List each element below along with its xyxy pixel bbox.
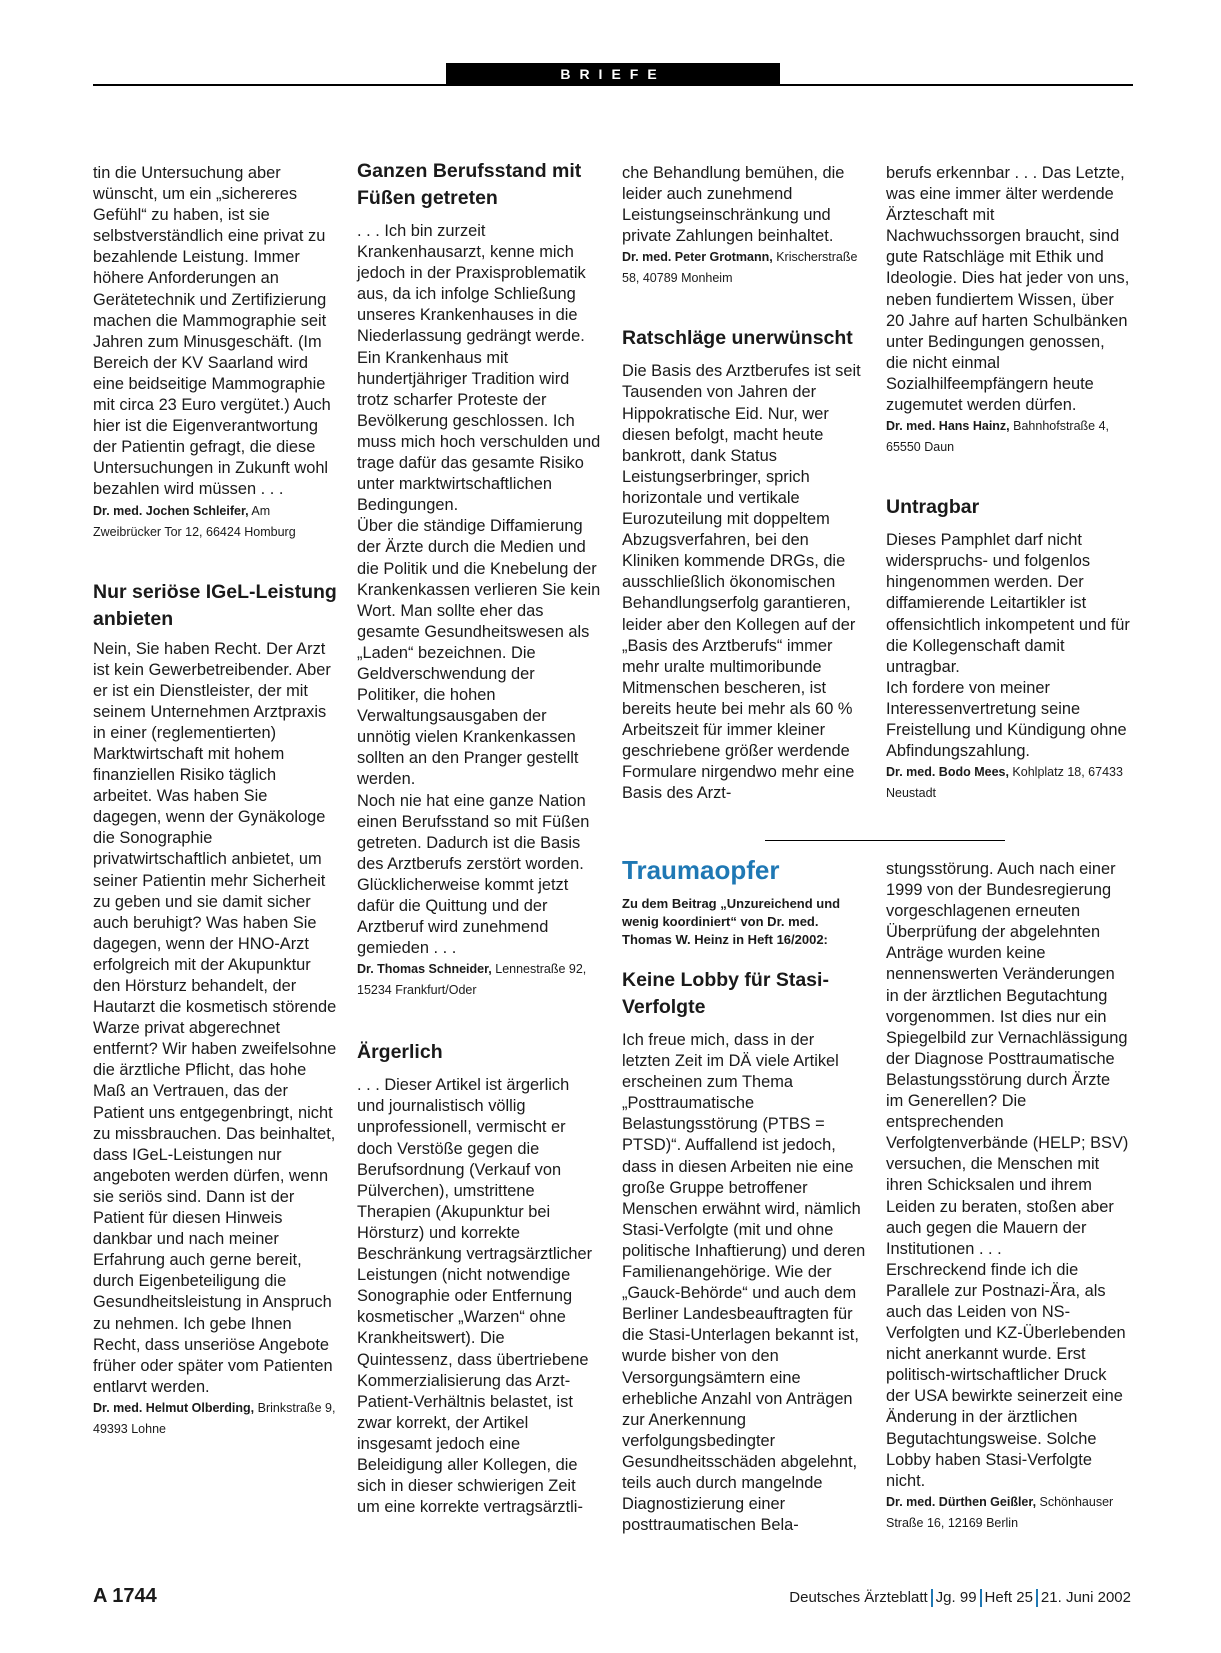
letter-heading: Ganzen Berufsstand mit Füßen getreten bbox=[357, 160, 582, 209]
journal-date: 21. Juni 2002 bbox=[1040, 1589, 1131, 1606]
letter-heading: Untragbar bbox=[886, 496, 980, 519]
letter-signature: Dr. med. Hans Hainz, Bahnhofstraße 4, 65550 Daun bbox=[886, 419, 1110, 455]
letter-signature: Dr. med. Peter Grotmann, Krischerstraße 58, 40789 Monheim bbox=[622, 250, 858, 286]
letter-body: Dieses Pamphlet darf nicht widerspruchs- und folgenlos hingenommen werden. Der diffamierende Leitartikler ist offensichtlich inkompetent und für die Kollegenschaft damit untragbar. bbox=[886, 531, 1130, 676]
letter-body: Ich freue mich, dass in der letzten Zeit im DÄ viele Artikel erscheinen zum Thema „Posttraumatische Belastungsstörung (PTBS = PTSD)“. Auffallend ist jedoch, dass in diesen Arbeiten nie eine große Gruppe betroffener Menschen erwähnt wird, nämlich Stasi-Verfolgte (mit und ohne politische Inhaftierung) und deren Familienangehörige. Wie der „Gauck-Behörde“ und auch dem Berliner Landesbeauftragten für die Stasi-Unterlagen bekannt ist, wurde bisher von den Versorgungsämtern eine erhebliche Anzahl von Anträgen zur Anerkennung verfolgungsbedingter Gesundheitsschäden abgelehnt, teils auch durch mangelnde Diagnostizierung einer posttraumatischen Bela- bbox=[622, 1031, 866, 1535]
letter-heading: Nur seriöse IGeL-Leistung anbieten bbox=[93, 580, 337, 630]
topic-intro: Zu dem Beitrag „Unzureichend und wenig koordiniert“ von Dr. med. Thomas W. Heinz in Heft 16/2002: bbox=[622, 896, 841, 947]
column-4 bbox=[886, 163, 1130, 804]
trauma-column-right bbox=[886, 859, 1130, 1534]
letter-body: . . . Ich bin zurzeit Krankenhausarzt, kenne mich jedoch in der Praxisproblematik aus, da ich infolge Schließung unseres Krankenhauses in die Niederlassung gedrängt werde. Ein Krankenhaus mit hundertjähriger Tradition wird trotz scharfer Proteste der Bevölkerung geschlossen. Ich muss mich hoch verschulden und trage dafür das gesamte Risiko unter marktwirtschaftlichen Bedingungen. bbox=[357, 222, 601, 515]
section-label: BRIEFE bbox=[446, 63, 780, 86]
column-1 bbox=[93, 163, 337, 1440]
column-2 bbox=[357, 158, 601, 1518]
letter-heading: Keine Lobby für Stasi-Verfolgte bbox=[622, 969, 829, 1018]
letter-heading: Ärgerlich bbox=[357, 1041, 443, 1064]
journal-issue: Heft 25 bbox=[984, 1589, 1033, 1606]
letter-signature: Dr. med. Bodo Mees, Kohlplatz 18, 67433 Neustadt bbox=[886, 765, 1123, 801]
letter-signature: Dr. Thomas Schneider, Lennestraße 92, 15234 Frankfurt/Oder bbox=[357, 962, 587, 998]
letter-body: . . . Dieser Artikel ist ärgerlich und journalistisch völlig unprofessionell, vermischt er doch Verstöße gegen die Berufsordnung (Verkauf von Pülverchen), umstrittene Therapien (Akupunktur bei Hörsturz) und korrekte Beschränkung vertragsärztlicher Leistungen (nicht notwendige Sonographie oder Entfernung kosmetischer „Warzen“ ohne Krankheitswert). Die Quintessenz, dass übertriebene Kommerzialisierung das Arzt-Patient-Verhältnis belastet, ist zwar korrekt, der Artikel insgesamt jedoch eine Beleidigung aller Kollegen, die sich in dieser schwierigen Zeit um eine korrekte vertragsärztli- bbox=[357, 1076, 593, 1517]
topic-heading: Traumaopfer bbox=[622, 855, 780, 885]
letter-body: stungsstörung. Auch nach einer 1999 von der Bundesregierung vorgeschlagenen erneuten Überprüfung der abgelehnten Anträge wurden keine nennenswerten Veränderungen in der ärztlichen Begutachtung vorgenommen. Ist dies nur ein Spiegelbild zur Vernachlässigung der Diagnose Posttraumatische Belastungsstörung durch Ärzte im Generellen? Die entsprechenden Verfolgtenverbände (HELP; BSV) versuchen, die Menschen mit ihren Schicksalen und ihrem Leiden zu beraten, stoßen aber auch gegen die Mauern der Institutionen . . . bbox=[886, 860, 1129, 1258]
column-3 bbox=[622, 163, 866, 804]
journal-name: Deutsches Ärzteblatt bbox=[789, 1589, 928, 1606]
letter-signature: Dr. med. Jochen Schleifer, Am Zweibrücker Tor 12, 66424 Homburg bbox=[93, 503, 296, 539]
page-number: A 1744 bbox=[93, 1585, 157, 1607]
letter-continuation: che Behandlung bemühen, die leider auch zunehmend Leistungseinschränkung und private Zahlungen beinhaltet. bbox=[622, 164, 845, 246]
letter-body: Noch nie hat eine ganze Nation einen Berufsstand so mit Füßen getreten. Dadurch ist die Basis des Arztberufs zerstört worden. Glücklicherweise kommt jetzt dafür die Quittung und der Arztberuf wird zunehmend gemieden . . . bbox=[357, 791, 590, 958]
letter-body: Erschreckend finde ich die Parallele zur Postnazi-Ära, als auch das Leiden von NS-Verfolgten und KZ-Überlebenden nicht anerkannt wurde. Erst politisch-wirtschaftlicher Druck der USA bewirkte seinerzeit eine Änderung in der ärztlichen Begutachtungsweise. Solche Lobby haben Stasi-Verfolgte nicht. bbox=[886, 1260, 1126, 1490]
letter-continuation: tin die Untersuchung aber wünscht, um ein „sichereres Gefühl“ zu haben, ist sie selbstverständlich eine privat zu bezahlende Leistung. Immer höhere Anforderungen an Gerätetechnik und Zertifizierung machen die Mammographie seit Jahren zum Minusgeschäft. (Im Bereich der KV Saarland wird eine beidseitige Mammographie mit circa 23 Euro vergütet.) Auch hier ist die Eigenverantwortung der Patientin gefragt, die diese Untersuchungen in Zukunft wohl bezahlen wird müssen . . . bbox=[93, 164, 331, 499]
journal-footer bbox=[789, 1589, 1131, 1607]
letter-heading: Ratschläge unerwünscht bbox=[622, 327, 853, 350]
trauma-column-left bbox=[622, 855, 866, 1536]
letter-signature: Dr. med. Helmut Olberding, Brinkstraße 9, 49393 Lohne bbox=[93, 1400, 336, 1436]
section-divider bbox=[765, 840, 1005, 841]
letter-continuation: berufs erkennbar . . . Das Letzte, was eine immer älter werdende Ärzteschaft mit Nachwuchssorgen braucht, sind gute Ratschläge mit Ethik und Ideologie. Dies hat jeder von uns, neben fundiertem Wissen, über 20 Jahre auf harten Schulbänken unter Bedingungen genossen, die nicht einmal Sozialhilfeempfängern heute zugemutet werden dürfen. bbox=[886, 164, 1130, 415]
letter-body: Über die ständige Diffamierung der Ärzte durch die Medien und die Politik und die Knebelung der Krankenkassen verlieren Sie kein Wort. Man sollte eher das gesamte Gesundheitswesen als „Laden“ bezeichnen. Die Geldverschwendung der Politiker, die hohen Verwaltungsausgaben der unnötig vielen Krankenkassen sollten an den Pranger gestellt werden. bbox=[357, 517, 601, 789]
letter-body: Die Basis des Arztberufes ist seit Tausenden von Jahren der Hippokratische Eid. Nur, wer diesen befolgt, macht heute bankrott, dank Status Leistungserbringer, sprich horizontale und vertikale Eurozuteilung mit doppeltem Abzugsverfahren, bei den Kliniken kommende DRGs, die ausschließlich ökonomischen Behandlungserfolg garantieren, leider aber den Kollegen auf der „Basis des Arztberufs“ immer mehr uralte multimoribunde Mitmenschen bescheren, ist bereits heute bei mehr als 60 % Arbeitszeit für immer kleiner geschriebene größer werdende Formulare nirgendwo mehr eine Basis des Arzt- bbox=[622, 362, 861, 803]
letter-body: Ich fordere von meiner Interessenvertretung seine Freistellung und Kündigung ohne Abfindungszahlung. bbox=[886, 678, 1127, 761]
letter-body: Nein, Sie haben Recht. Der Arzt ist kein Gewerbetreibender. Aber er ist ein Dienstleister, der mit seinem Unternehmen Arztpraxis in einer (reglementierten) Marktwirtschaft mit hohem finanziellen Risiko täglich arbeitet. Was haben Sie dagegen, wenn der Gynäkologe die Sonographie privatwirtschaftlich anbietet, um seiner Patientin mehr Sicherheit zu geben und sie damit sicher auch beruhigt? Was haben Sie dagegen, wenn der HNO-Arzt erfolgreich mit der Akupunktur den Hörsturz behandelt, der Hautarzt die kosmetisch störende Warze privat abgerechnet entfernt? Wir haben zweifelsohne die ärztliche Pflicht, das hohe Maß an Vertrauen, das der Patient uns entgegenbringt, nicht zu missbrauchen. Das beinhaltet, dass IGeL-Leistungen nur angeboten werden dürfen, wenn sie seriös sind. Dann ist der Patient für diesen Hinweis dankbar und nach meiner Erfahrung auch gerne bereit, durch Eigenbeteiligung die Gesundheitsleistung in Anspruch zu nehmen. Ich gebe Ihnen Recht, dass unseriöse Angebote früher oder später vom Patienten entlarvt werden. bbox=[93, 639, 337, 1396]
letter-signature: Dr. med. Dürthen Geißler, Schönhauser Straße 16, 12169 Berlin bbox=[886, 1494, 1114, 1530]
journal-volume: Jg. 99 bbox=[935, 1589, 977, 1606]
